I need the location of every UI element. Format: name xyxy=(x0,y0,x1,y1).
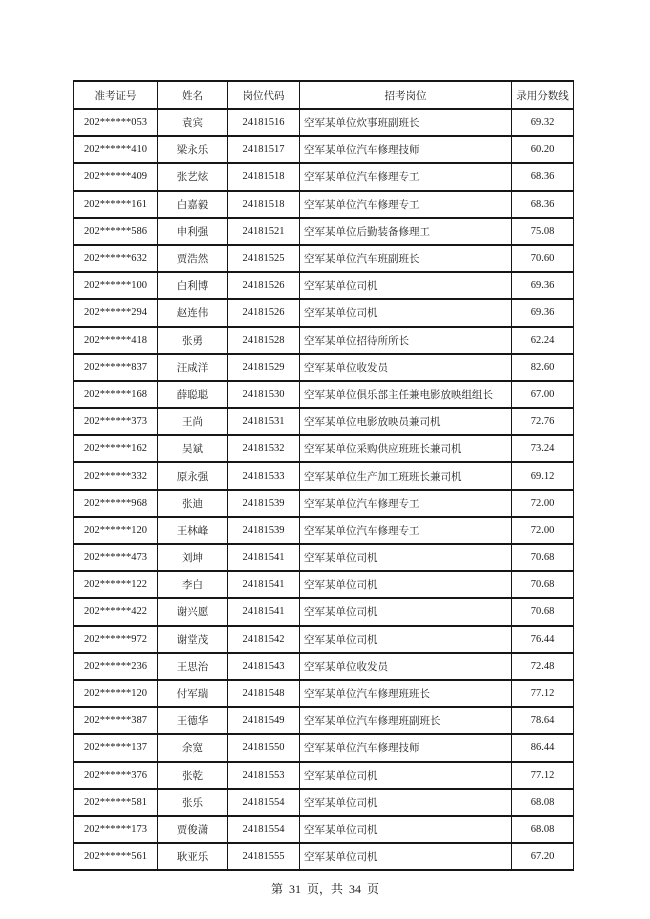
table-cell: 202******837 xyxy=(74,354,158,381)
table-cell: 202******387 xyxy=(74,707,158,734)
table-cell: 吴斌 xyxy=(158,435,228,462)
table-cell: 24181553 xyxy=(228,762,300,789)
header-position-code: 岗位代码 xyxy=(228,81,300,109)
table-cell: 86.44 xyxy=(512,734,574,761)
table-row xyxy=(74,408,574,435)
table-cell: 空军某单位生产加工班班长兼司机 xyxy=(300,462,512,489)
table-cell: 202******100 xyxy=(74,272,158,299)
table-cell: 72.00 xyxy=(512,517,574,544)
table-cell: 24181518 xyxy=(228,163,300,190)
table-cell: 202******410 xyxy=(74,136,158,163)
table-row xyxy=(74,245,574,272)
table-cell: 62.24 xyxy=(512,327,574,354)
table-cell: 202******581 xyxy=(74,789,158,816)
table-cell: 70.68 xyxy=(512,598,574,625)
table-cell: 王尚 xyxy=(158,408,228,435)
table-cell: 68.36 xyxy=(512,191,574,218)
table-cell: 24181555 xyxy=(228,843,300,870)
table-cell: 空军某单位汽车修理技师 xyxy=(300,136,512,163)
score-table xyxy=(73,80,574,871)
table-cell: 余宽 xyxy=(158,734,228,761)
table-cell: 空军某单位后勤装备修理工 xyxy=(300,218,512,245)
table-row xyxy=(74,462,574,489)
table-row xyxy=(74,816,574,843)
table-row xyxy=(74,571,574,598)
table-cell: 24181529 xyxy=(228,354,300,381)
table-cell: 77.12 xyxy=(512,680,574,707)
table-cell: 202******561 xyxy=(74,843,158,870)
table-cell: 24181541 xyxy=(228,598,300,625)
table-row xyxy=(74,598,574,625)
table-cell: 24181528 xyxy=(228,327,300,354)
header-admission-number: 准考证号 xyxy=(74,81,158,109)
table-row xyxy=(74,680,574,707)
table-cell: 82.60 xyxy=(512,354,574,381)
table-cell: 69.36 xyxy=(512,272,574,299)
table-cell: 77.12 xyxy=(512,762,574,789)
table-cell: 张艺炫 xyxy=(158,163,228,190)
table-cell: 张乐 xyxy=(158,789,228,816)
table-cell: 白嘉毅 xyxy=(158,191,228,218)
table-cell: 78.64 xyxy=(512,707,574,734)
table-cell: 空军某单位司机 xyxy=(300,299,512,326)
table-cell: 24181541 xyxy=(228,544,300,571)
table-cell: 谢堂茂 xyxy=(158,626,228,653)
header-name: 姓名 xyxy=(158,81,228,109)
table-cell: 202******137 xyxy=(74,734,158,761)
table-cell: 空军某单位司机 xyxy=(300,816,512,843)
header-position: 招考岗位 xyxy=(300,81,512,109)
table-cell: 24181543 xyxy=(228,653,300,680)
table-row xyxy=(74,626,574,653)
header-score-line: 录用分数线 xyxy=(512,81,574,109)
table-cell: 24181548 xyxy=(228,680,300,707)
table-cell: 202******173 xyxy=(74,816,158,843)
table-cell: 汪咸洋 xyxy=(158,354,228,381)
table-cell: 付军瑞 xyxy=(158,680,228,707)
table-cell: 空军某单位汽车修理专工 xyxy=(300,163,512,190)
table-cell: 24181531 xyxy=(228,408,300,435)
table-cell: 202******373 xyxy=(74,408,158,435)
table-cell: 原永强 xyxy=(158,462,228,489)
table-cell: 69.36 xyxy=(512,299,574,326)
table-cell: 王思治 xyxy=(158,653,228,680)
table-cell: 梁永乐 xyxy=(158,136,228,163)
table-cell: 空军某单位电影放映员兼司机 xyxy=(300,408,512,435)
table-cell: 202******972 xyxy=(74,626,158,653)
table-cell: 202******053 xyxy=(74,109,158,136)
table-cell: 空军某单位汽车修理班班长 xyxy=(300,680,512,707)
table-cell: 张勇 xyxy=(158,327,228,354)
table-cell: 谢兴愿 xyxy=(158,598,228,625)
table-row xyxy=(74,653,574,680)
table-cell: 空军某单位汽车修理技师 xyxy=(300,734,512,761)
table-cell: 空军某单位收发员 xyxy=(300,354,512,381)
table-cell: 张迪 xyxy=(158,490,228,517)
table-cell: 24181516 xyxy=(228,109,300,136)
table-cell: 24181541 xyxy=(228,571,300,598)
table-cell: 王德华 xyxy=(158,707,228,734)
table-row xyxy=(74,299,574,326)
table-cell: 空军某单位司机 xyxy=(300,598,512,625)
table-cell: 202******332 xyxy=(74,462,158,489)
table-cell: 24181526 xyxy=(228,272,300,299)
table-cell: 75.08 xyxy=(512,218,574,245)
table-cell: 202******968 xyxy=(74,490,158,517)
table-row xyxy=(74,490,574,517)
table-cell: 24181532 xyxy=(228,435,300,462)
table-cell: 空军某单位俱乐部主任兼电影放映组组长 xyxy=(300,381,512,408)
table-cell: 空军某单位司机 xyxy=(300,843,512,870)
table-row xyxy=(74,762,574,789)
header-row xyxy=(74,81,574,109)
table-cell: 白利博 xyxy=(158,272,228,299)
table-cell: 202******162 xyxy=(74,435,158,462)
table-cell: 24181542 xyxy=(228,626,300,653)
table-cell: 202******161 xyxy=(74,191,158,218)
table-cell: 202******473 xyxy=(74,544,158,571)
table-row xyxy=(74,354,574,381)
table-cell: 67.00 xyxy=(512,381,574,408)
table-row xyxy=(74,381,574,408)
table-cell: 68.08 xyxy=(512,816,574,843)
table-cell: 69.32 xyxy=(512,109,574,136)
table-cell: 67.20 xyxy=(512,843,574,870)
table-row xyxy=(74,435,574,462)
table-cell: 24181554 xyxy=(228,789,300,816)
table-cell: 72.76 xyxy=(512,408,574,435)
table-cell: 王林峰 xyxy=(158,517,228,544)
table-row xyxy=(74,707,574,734)
table-cell: 张乾 xyxy=(158,762,228,789)
page-number-indicator: 第 31 页，共 34 页 xyxy=(270,882,379,896)
table-cell: 空军某单位司机 xyxy=(300,272,512,299)
table-cell: 69.12 xyxy=(512,462,574,489)
table-cell: 薛聪聪 xyxy=(158,381,228,408)
table-cell: 72.00 xyxy=(512,490,574,517)
table-cell: 空军某单位司机 xyxy=(300,626,512,653)
table-row xyxy=(74,789,574,816)
table-cell: 空军某单位炊事班副班长 xyxy=(300,109,512,136)
table-cell: 70.60 xyxy=(512,245,574,272)
table-cell: 60.20 xyxy=(512,136,574,163)
table-cell: 73.24 xyxy=(512,435,574,462)
score-table-body xyxy=(74,109,574,870)
table-cell: 申利强 xyxy=(158,218,228,245)
table-row xyxy=(74,218,574,245)
table-cell: 空军某单位汽车班副班长 xyxy=(300,245,512,272)
table-cell: 76.44 xyxy=(512,626,574,653)
table-cell: 202******632 xyxy=(74,245,158,272)
table-cell: 贾俊潇 xyxy=(158,816,228,843)
table-cell: 空军某单位司机 xyxy=(300,571,512,598)
table-cell: 24181539 xyxy=(228,517,300,544)
table-row xyxy=(74,272,574,299)
table-cell: 24181533 xyxy=(228,462,300,489)
table-cell: 68.36 xyxy=(512,163,574,190)
table-cell: 24181549 xyxy=(228,707,300,734)
table-cell: 68.08 xyxy=(512,789,574,816)
table-row xyxy=(74,843,574,870)
table-cell: 70.68 xyxy=(512,544,574,571)
table-cell: 24181530 xyxy=(228,381,300,408)
table-cell: 袁宾 xyxy=(158,109,228,136)
table-cell: 李白 xyxy=(158,571,228,598)
table-cell: 24181521 xyxy=(228,218,300,245)
table-cell: 空军某单位汽车修理专工 xyxy=(300,490,512,517)
table-row xyxy=(74,327,574,354)
table-row xyxy=(74,136,574,163)
table-row xyxy=(74,517,574,544)
table-cell: 202******376 xyxy=(74,762,158,789)
table-cell: 空军某单位汽车修理班副班长 xyxy=(300,707,512,734)
table-cell: 202******294 xyxy=(74,299,158,326)
table-cell: 202******422 xyxy=(74,598,158,625)
table-row xyxy=(74,191,574,218)
table-cell: 24181554 xyxy=(228,816,300,843)
table-cell: 24181539 xyxy=(228,490,300,517)
table-cell: 24181550 xyxy=(228,734,300,761)
table-cell: 空军某单位汽车修理专工 xyxy=(300,517,512,544)
table-cell: 202******120 xyxy=(74,680,158,707)
table-cell: 空军某单位采购供应班班长兼司机 xyxy=(300,435,512,462)
table-cell: 72.48 xyxy=(512,653,574,680)
table-cell: 贾浩然 xyxy=(158,245,228,272)
score-table-header xyxy=(74,81,574,109)
table-cell: 空军某单位招待所所长 xyxy=(300,327,512,354)
table-cell: 24181518 xyxy=(228,191,300,218)
table-cell: 202******122 xyxy=(74,571,158,598)
table-cell: 赵连伟 xyxy=(158,299,228,326)
table-cell: 空军某单位司机 xyxy=(300,789,512,816)
table-cell: 耿亚乐 xyxy=(158,843,228,870)
table-row xyxy=(74,163,574,190)
table-row xyxy=(74,734,574,761)
table-cell: 202******120 xyxy=(74,517,158,544)
table-cell: 空军某单位司机 xyxy=(300,762,512,789)
table-cell: 202******236 xyxy=(74,653,158,680)
table-row xyxy=(74,109,574,136)
table-cell: 202******586 xyxy=(74,218,158,245)
table-cell: 空军某单位汽车修理专工 xyxy=(300,191,512,218)
table-row xyxy=(74,544,574,571)
table-cell: 202******409 xyxy=(74,163,158,190)
table-cell: 202******418 xyxy=(74,327,158,354)
table-cell: 202******168 xyxy=(74,381,158,408)
table-cell: 刘坤 xyxy=(158,544,228,571)
table-cell: 24181526 xyxy=(228,299,300,326)
table-cell: 空军某单位收发员 xyxy=(300,653,512,680)
table-cell: 24181517 xyxy=(228,136,300,163)
table-cell: 70.68 xyxy=(512,571,574,598)
table-cell: 24181525 xyxy=(228,245,300,272)
table-cell: 空军某单位司机 xyxy=(300,544,512,571)
